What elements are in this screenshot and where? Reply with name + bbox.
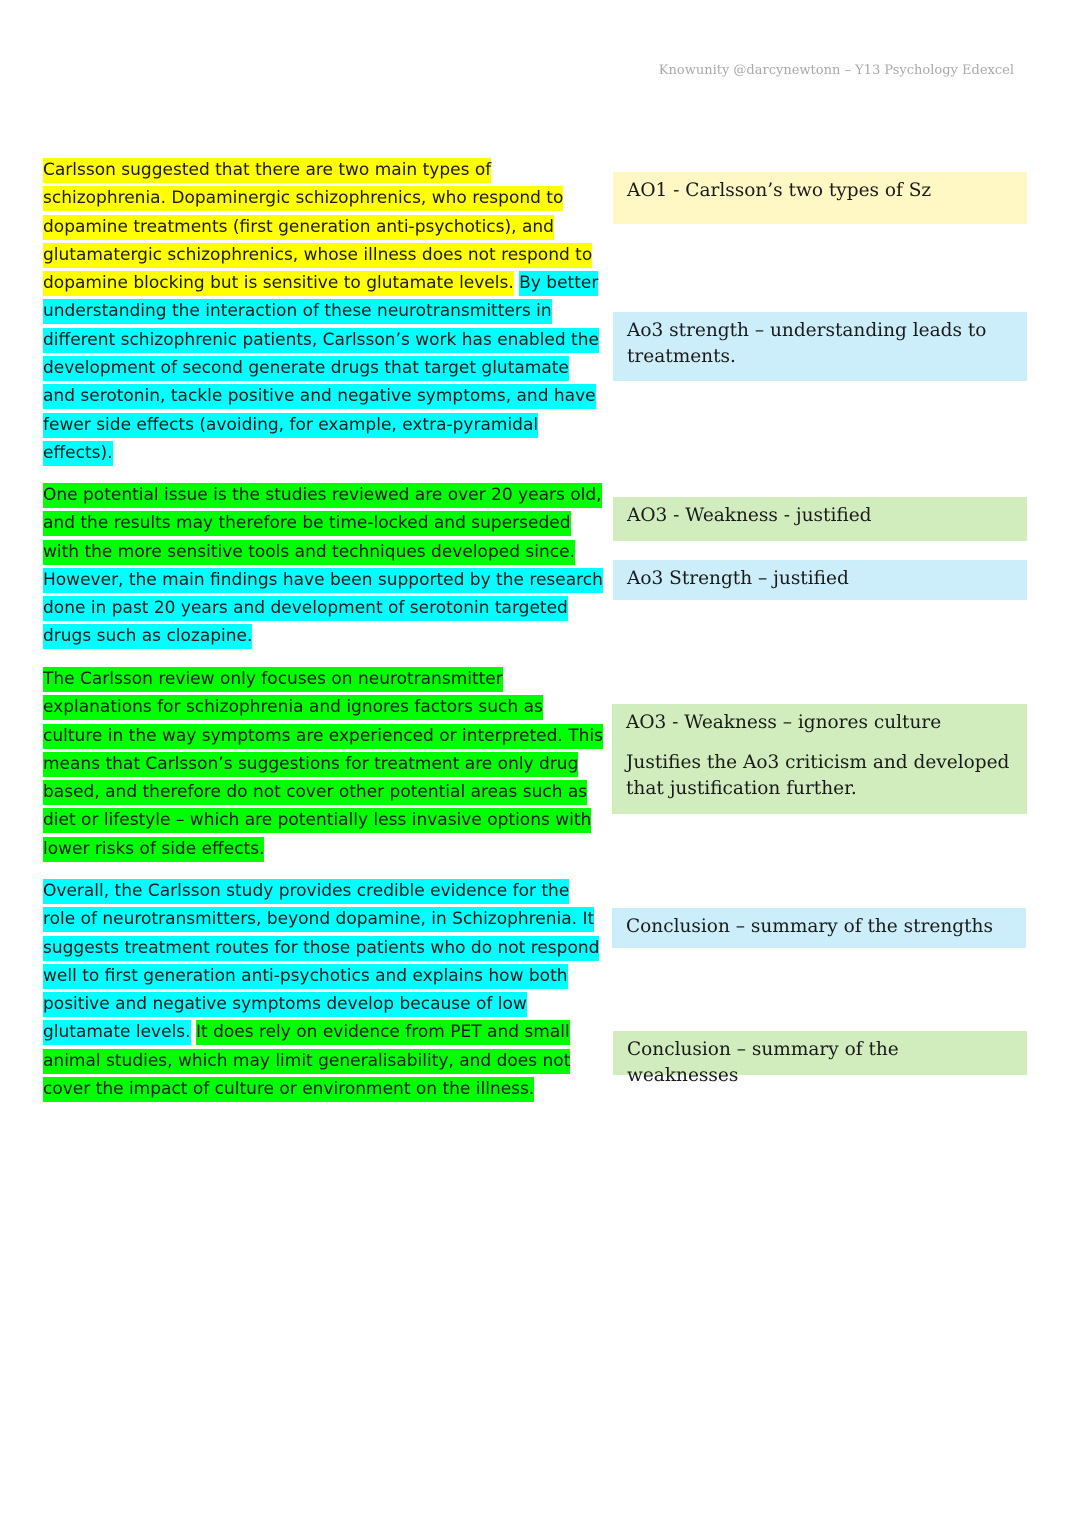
note-conclusion-strengths [612, 908, 1026, 948]
page-header: Knowunity @darcynewtonn – Y13 Psychology Edexcel [658, 63, 1014, 78]
essay-paragraph-time-locked [43, 481, 603, 651]
highlight-weakness: The Carlsson review only focuses on neurotransmitter explanations for schizophrenia and ignores factors such as culture in the way symptoms are experienced or interpreted. This means that Carlsson’s suggestions for treatment are only drug based, and therefore do not cover other potential areas such as diet or lifestyle – which are potentially less invasive options with lower risks of side effects. [43, 667, 603, 862]
highlight-weakness: It does rely on evidence from PET and small animal studies, which may limit generalisability, and does not cover the impact of culture or environment on the illness. [43, 1020, 570, 1102]
note-title: Conclusion – summary of the weaknesses [627, 1039, 899, 1086]
essay-paragraph-ao1-strength [43, 156, 603, 467]
note-conclusion-weaknesses [613, 1031, 1027, 1086]
note-ao3-weakness-culture [612, 704, 1027, 814]
note-detail: Justifies the Ao3 criticism and developed that justification further. [626, 752, 1010, 799]
note-title: AO1 - Carlsson’s two types of Sz [627, 180, 932, 201]
essay-paragraph-conclusion [43, 877, 603, 1103]
note-title: Ao3 strength – understanding leads to treatments. [627, 320, 987, 367]
note-title: AO3 - Weakness – ignores culture [626, 712, 942, 733]
note-ao1 [613, 172, 1027, 224]
note-ao3-weakness-justified [613, 497, 1027, 541]
note-title: Ao3 Strength – justified [627, 568, 849, 589]
highlight-strength: Overall, the Carlsson study provides credible evidence for the role of neurotransmitters, beyond dopamine, in Schizophrenia. It suggests treatment routes for those patients who do not respond well to first generation anti-psychotics and explains how both positive and negative symptoms develop because of low glutamate levels. [43, 879, 599, 1045]
highlight-ao1: Carlsson suggested that there are two main types of schizophrenia. Dopaminergic schizophrenics, who respond to dopamine treatments (first generation anti-psychotics), and glutamatergic schizophrenics, whose illness does not respond to dopamine blocking but is sensitive to glutamate levels. [43, 158, 592, 296]
highlight-strength: By better understanding the interaction of these neurotransmitters in different schizophrenic patients, Carlsson’s work has enabled the development of second generate drugs that target glutamate and serotonin, tackle positive and negative symptoms, and have fewer side effects (avoiding, for example, extra-pyramidal effects). [43, 271, 599, 466]
note-ao3-strength-treatments [613, 312, 1027, 381]
note-title: AO3 - Weakness - justified [627, 505, 872, 526]
highlight-weakness: One potential issue is the studies reviewed are over 20 years old, and the results may therefore be time-locked and superseded with the more sensitive tools and techniques developed since. [43, 483, 602, 565]
note-title: Conclusion – summary of the strengths [626, 916, 993, 937]
note-ao3-strength-justified [613, 560, 1027, 600]
highlight-strength: However, the main findings have been supported by the research done in past 20 years and development of serotonin targeted drugs such as clozapine. [43, 568, 603, 650]
essay-paragraph-culture [43, 665, 603, 863]
